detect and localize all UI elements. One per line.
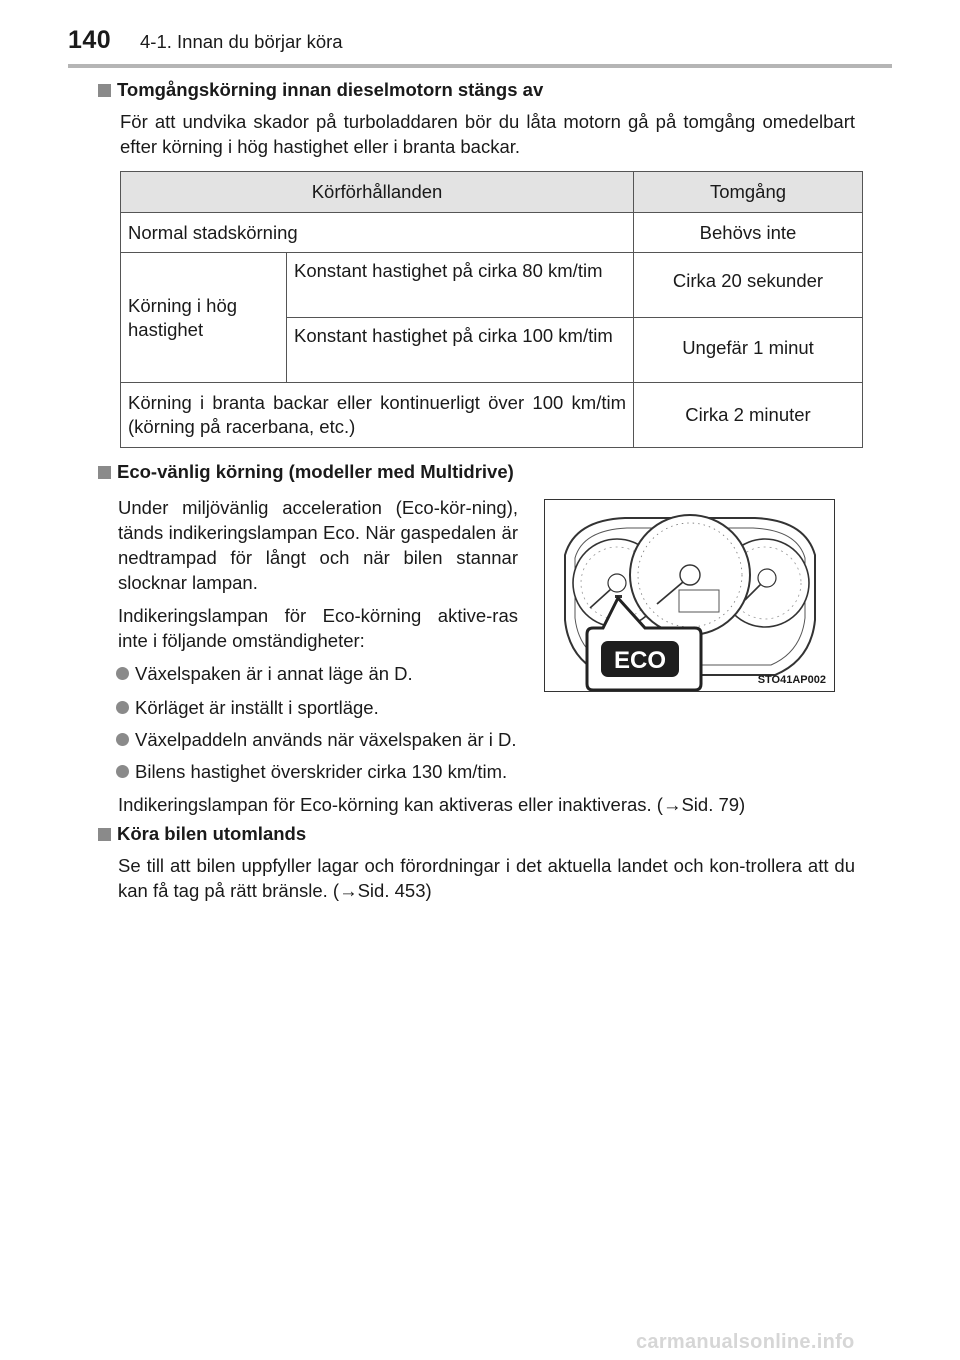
square-bullet-icon xyxy=(98,84,111,97)
table-row xyxy=(121,383,863,448)
round-bullet-icon xyxy=(116,667,129,680)
table-cell-high-speed: Körning i hög hastighet xyxy=(121,253,287,383)
table-header-idle: Tomgång xyxy=(634,172,863,213)
table-cell-condition: Konstant hastighet på cirka 80 km/tim xyxy=(287,253,634,318)
table-row xyxy=(121,213,863,253)
paragraph-eco-3: Indikeringslampan för Eco-körning kan aktiveras eller inaktiveras. (→Sid. 79) xyxy=(118,794,746,815)
paragraph-eco-1: Under miljövänlig acceleration (Eco-kör-ning), tänds indikeringslampan Eco. När gaspedalen är nedtrampad för långt och när bilen stannar slocknar lampan. xyxy=(118,497,518,593)
round-bullet-icon xyxy=(116,701,129,714)
table-cell-condition: Normal stadskörning xyxy=(121,213,634,253)
table-cell-idle: Cirka 20 sekunder xyxy=(634,253,863,318)
table-cell-condition: Körning i branta backar eller kontinuerligt över 100 km/tim (körning på racerbana, etc.) xyxy=(121,383,634,448)
page-number: 140 xyxy=(68,26,112,54)
list-item xyxy=(116,661,536,686)
watermark: carmanualsonline.info xyxy=(636,1331,855,1353)
paragraph-eco-2: Indikeringslampan för Eco-körning aktive-ras inte i följande omständigheter: xyxy=(118,605,518,651)
list-item-text: Växelspaken är i annat läge än D. xyxy=(135,663,413,684)
round-bullet-icon xyxy=(116,765,129,778)
section-heading-text: Tomgångskörning innan dieselmotorn stängs av xyxy=(117,79,544,100)
instrument-cluster-figure xyxy=(544,499,835,692)
section-heading-idling xyxy=(98,79,543,101)
table-cell-idle: Cirka 2 minuter xyxy=(634,383,863,448)
list-item xyxy=(116,695,856,720)
table-cell-condition: Konstant hastighet på cirka 100 km/tim xyxy=(287,318,634,383)
section-heading-text: Eco-vänlig körning (modeller med Multidrive) xyxy=(117,461,514,482)
paragraph-idling: För att undvika skador på turboladdaren bör du låta motorn gå på tomgång omedelbart efter körning i hög hastighet eller i branta backar. xyxy=(120,111,855,157)
header-divider xyxy=(68,64,892,68)
table-header-row xyxy=(121,172,863,213)
eco-label: ECO xyxy=(613,647,667,674)
section-heading-eco xyxy=(98,461,514,483)
table-cell-idle: Behövs inte xyxy=(634,213,863,253)
figure-code: STO41AP002 xyxy=(757,674,826,686)
idling-table xyxy=(120,171,863,448)
list-item-text: Körläget är inställt i sportläge. xyxy=(135,697,379,718)
paragraph-abroad: Se till att bilen uppfyller lagar och förordningar i det aktuella landet och kon-trollera att du kan få tag på rätt bränsle. (→Sid. 453) xyxy=(118,855,855,901)
section-heading-abroad xyxy=(98,823,306,845)
table-row xyxy=(121,253,863,318)
table-header-conditions: Körförhållanden xyxy=(121,172,634,213)
section-heading-text: Köra bilen utomlands xyxy=(117,823,307,844)
instrument-cluster-illustration xyxy=(545,500,834,691)
table-cell-idle: Ungefär 1 minut xyxy=(634,318,863,383)
round-bullet-icon xyxy=(116,733,129,746)
square-bullet-icon xyxy=(98,828,111,841)
square-bullet-icon xyxy=(98,466,111,479)
list-item-text: Bilens hastighet överskrider cirka 130 km/tim. xyxy=(135,761,508,782)
list-item xyxy=(116,759,856,784)
chapter-title: 4-1. Innan du börjar köra xyxy=(140,31,343,52)
list-item xyxy=(116,727,856,752)
list-item-text: Växelpaddeln används när växelspaken är i D. xyxy=(135,729,517,750)
